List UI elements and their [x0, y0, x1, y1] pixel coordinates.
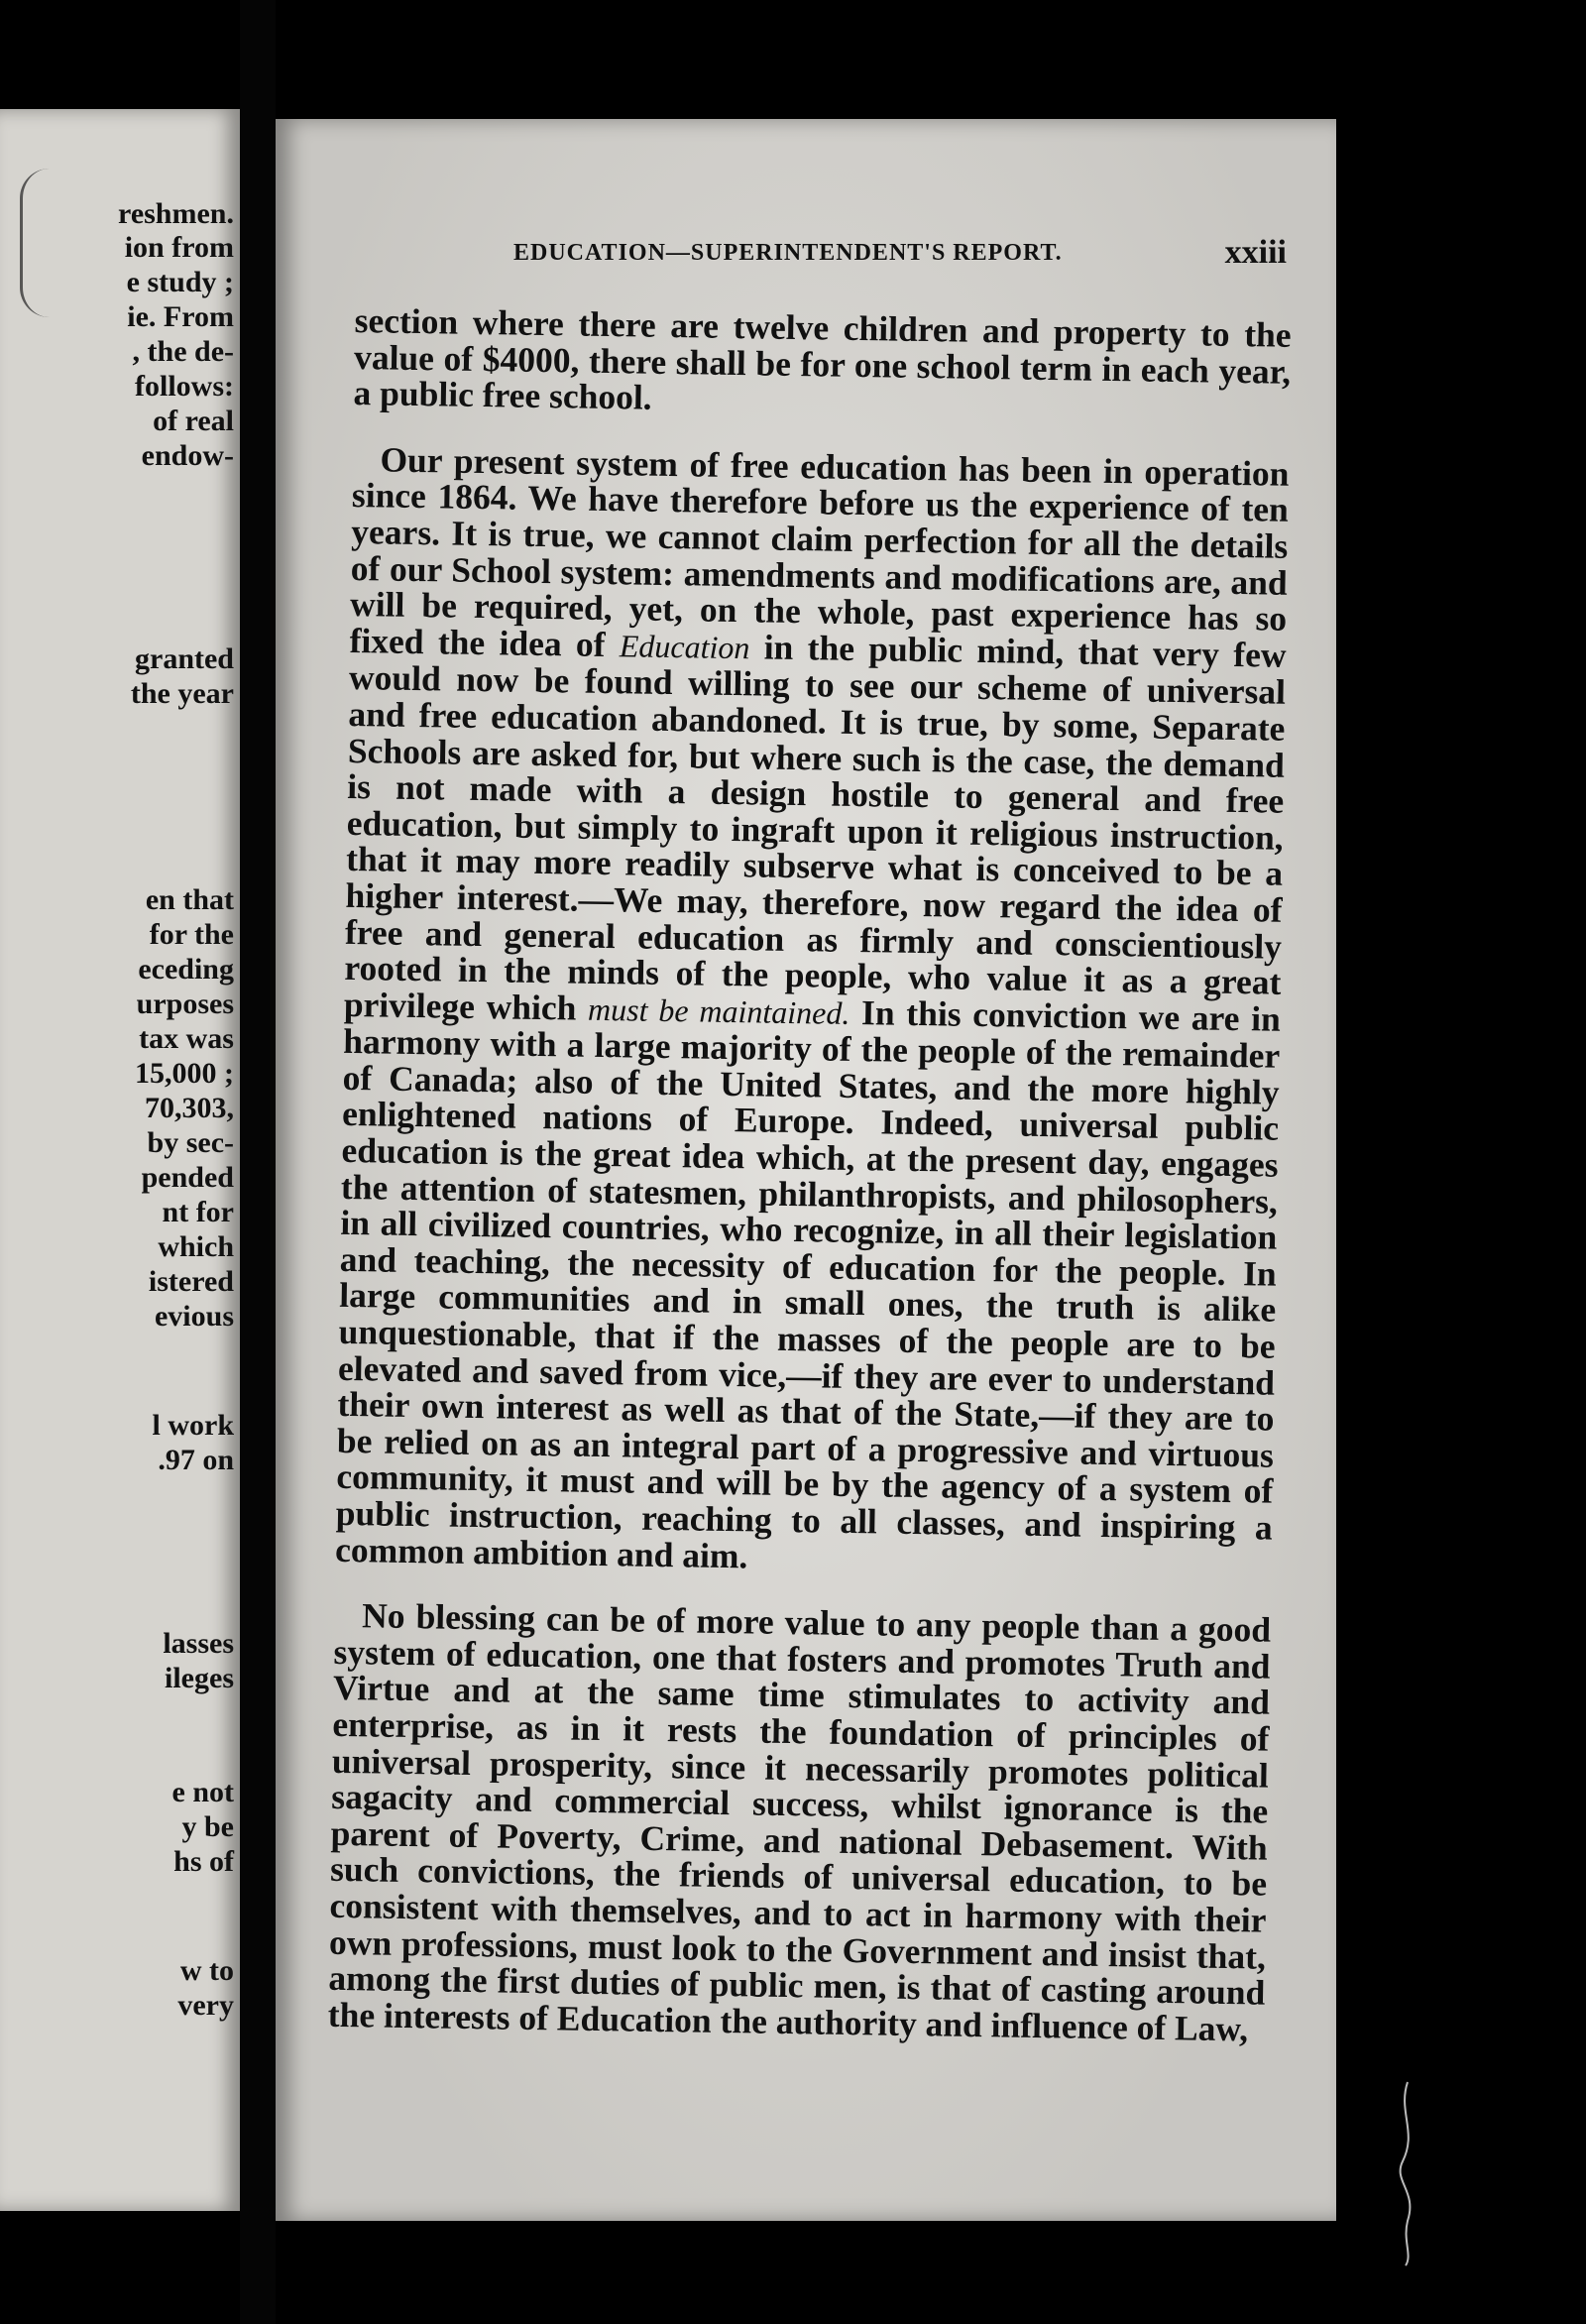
left-fragment: w to — [179, 1954, 234, 1987]
paragraph-2 — [335, 441, 1290, 1582]
body-text — [328, 302, 1292, 2047]
book-binding — [240, 0, 276, 2324]
left-facing-page — [0, 109, 240, 2211]
left-fragment: ileges — [165, 1662, 234, 1694]
italic-education: Education — [619, 627, 750, 666]
page-number: xxiii — [1224, 234, 1287, 271]
left-fragment: eceding — [138, 953, 234, 986]
left-fragment: of real — [153, 405, 234, 437]
left-fragment: ion from — [124, 231, 234, 264]
left-fragment: pended — [141, 1161, 234, 1194]
left-fragment: the year — [130, 677, 234, 710]
left-fragment: nt for — [162, 1196, 234, 1228]
left-fragment: e study ; — [126, 266, 234, 298]
left-fragment: , the de- — [132, 335, 234, 368]
left-fragment: urposes — [136, 988, 234, 1020]
left-fragment: granted — [135, 642, 234, 675]
right-dark-margin — [1336, 0, 1586, 2324]
running-head-title: EDUCATION—SUPERINTENDENT'S REPORT. — [513, 240, 1063, 266]
left-fragment: very — [177, 1989, 234, 2022]
left-fragment: evious — [154, 1300, 234, 1333]
left-fragment: hs of — [173, 1845, 234, 1878]
left-fragment: by sec- — [147, 1126, 234, 1159]
left-fragment: ie. From — [127, 300, 234, 333]
left-fragment: l work — [152, 1409, 234, 1442]
pencil-mark-icon — [1378, 2072, 1437, 2270]
paragraph-2-part-1: Our present system of free education has been in operation since 1864. We have therefore before us the experience of ten years. It is true, we cannot claim perfection for all the details of our School system: amendments and modifications are, and will be required, yet, on the whole, past experience has so fixed the idea of — [349, 439, 1290, 664]
left-fragment: istered — [148, 1265, 234, 1298]
left-fragment: .97 on — [158, 1444, 234, 1476]
left-fragment: follows: — [135, 370, 234, 403]
left-fragment: 15,000 ; — [135, 1057, 234, 1090]
left-fragment: which — [158, 1230, 234, 1263]
left-fragment: 70,303, — [145, 1092, 234, 1124]
left-fragment: tax was — [139, 1022, 234, 1055]
left-fragment: e not — [171, 1776, 234, 1808]
left-fragment: reshmen. — [118, 197, 234, 230]
italic-must-be-maintained: must be maintained. — [587, 990, 850, 1031]
left-fragment: for the — [149, 918, 234, 951]
main-page — [276, 119, 1336, 2221]
left-fragment: y be — [181, 1810, 234, 1843]
paragraph-2-part-2: in the public mind, that very few would now be found willing to see our scheme of universal and free education abandoned. It is true, by some, Separate Schools are asked for, but where such is the case, the demand is not made with a design hostile to general and free education, but simply to ingraft upon it religious instruction, that it may more readily subserve what is conceived to be a higher interest.—We may, therefore, now regard the idea of free and general education as firmly and conscientiously rooted in the minds of the people, who value it as a great privilege which — [343, 627, 1287, 1028]
paragraph-2-part-3: In this conviction we are in harmony with a large majority of the people of the remainder of Canada; also of the United States, and the more highly enlightened nations of Europe. Indeed, universal public education is the great idea which, at the present day, engages the attention of statesmen, philanthropists, and philosophers, in all civilized countries, who recognize, in all their legislation and teaching, the necessity of education for the people. In large communities and in small ones, the truth is alike unquestionable, that if the masses of the people are to be elevated and saved from vice,—if they are ever to understand their own interest as well as that of the State,—if they are to be relied on as an integral part of a progressive and virtuous community, it must and will be by the agency of a system of public instruction, reaching to all classes, and inspiring a common ambition and aim. — [334, 991, 1282, 1575]
left-fragment: lasses — [163, 1627, 234, 1660]
running-head — [513, 234, 1287, 280]
left-fragment: en that — [145, 883, 234, 916]
paragraph-3: No blessing can be of more value to any people than a good system of education, one that fosters and promotes Truth and Virtue and at the same time stimulates to activity and enterprise, as in it rests the foundation of principles of universal prosperity, since it necessarily promotes political sagacity and commercial success, whilst ignorance is the parent of Poverty, Crime, and national Debasement. With such convictions, the friends of universal education, to be consistent with themselves, and to act in harmony with their own professions, must look to the Government and insist that, among the first duties of public men, is that of casting around the interests of Education the authority and influence of Law, — [327, 1595, 1272, 2049]
left-fragment: endow- — [141, 439, 234, 472]
paragraph-1: section where there are twelve children and property to the value of $4000, there shall be for one school term in each year, a public free school. — [353, 300, 1292, 417]
